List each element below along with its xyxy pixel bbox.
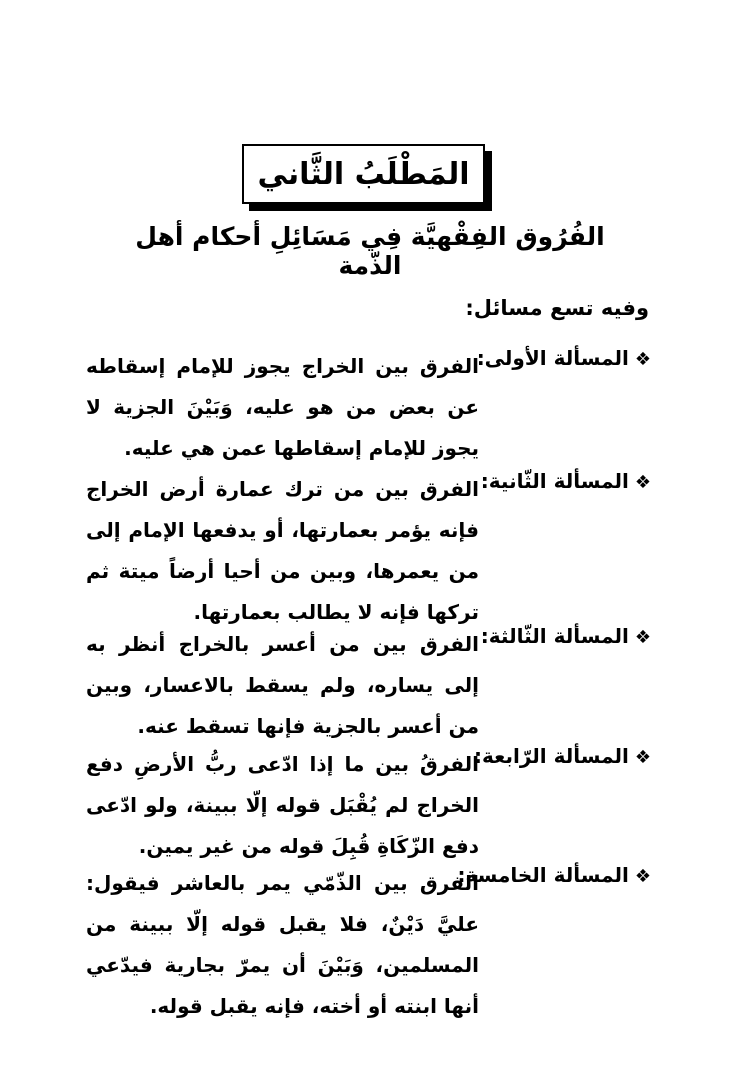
issue-label: ❖المسألة الأولى:: [476, 346, 651, 370]
issue-label: ❖المسألة الرّابعة:: [474, 744, 651, 768]
four-pointed-star-icon: ❖: [634, 747, 651, 768]
section-title-box: [242, 144, 485, 204]
issue-text: الفرق بين الخراج يجوز للإمام إسقاطه عن بعض من هو عليه، وَبَيْنَ الجزية لا يجوز للإمام إسقاطها عمن هي عليه.: [86, 354, 479, 460]
four-pointed-star-icon: ❖: [634, 627, 651, 648]
issue-label: ❖المسألة الخامسة:: [457, 863, 651, 887]
chapter-subtitle: الفُرُوق الفِقْهيَّة فِي مَسَائِلِ أحكام أهل الذّمة: [135, 222, 605, 280]
issue-text: الفرق بين الذّمّي يمر بالعاشر فيقول: عليَّ دَيْنٌ، فلا يقبل قوله إلّا ببينة من المسلمين، وَبَيْنَ أن يمرّ بجارية فيدّعي أنها ابنته أو أخته، فإنه يقبل قوله.: [86, 871, 479, 1018]
issue-text: الفرقُ بين ما إذا ادّعى ربُّ الأرضِ دفع الخراج لم يُقْبَل قوله إلّا ببينة، ولو ادّعى دفع الزّكَاةِ قُبِلَ قوله من غير يمين.: [86, 752, 479, 858]
issue-label: ❖المسألة الثّانية:: [480, 469, 651, 493]
issue-label: ❖المسألة الثّالثة:: [480, 624, 651, 648]
intro-text: وفيه تسع مسائل:: [465, 296, 649, 320]
issue-text: الفرق بين من أعسر بالخراج أنظر به إلى يساره، ولم يسقط بالاعسار، وبين من أعسر بالجزية فإنها تسقط عنه.: [86, 632, 479, 738]
issue-text: الفرق بين من ترك عمارة أرض الخراج فإنه يؤمر بعمارتها، أو يدفعها الإمام إلى من يعمرها، وبين من أحيا أرضاً ميتة ثم تركها فإنه لا يطالب بعمارتها.: [86, 477, 479, 624]
four-pointed-star-icon: ❖: [634, 349, 651, 370]
section-title: المَطْلَبُ الثَّاني: [257, 156, 470, 192]
four-pointed-star-icon: ❖: [634, 866, 651, 887]
four-pointed-star-icon: ❖: [634, 472, 651, 493]
